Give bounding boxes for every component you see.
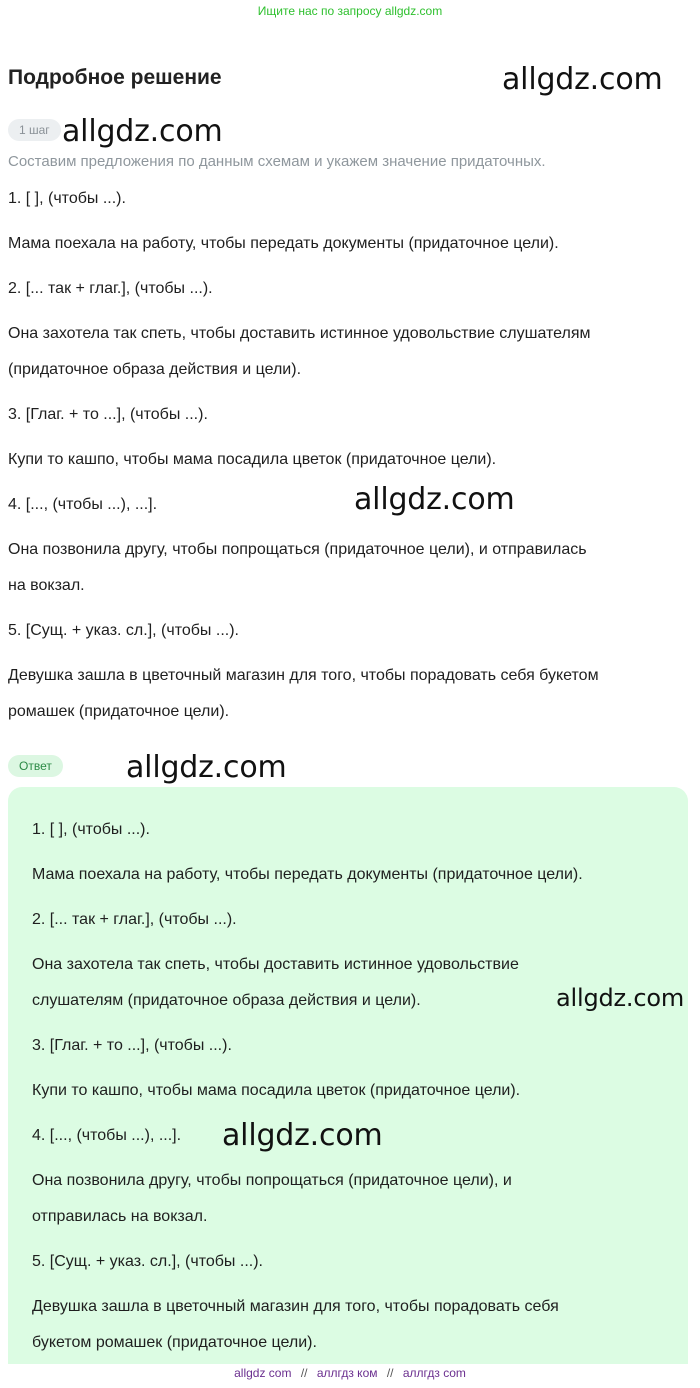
watermark: allgdz.com — [354, 482, 515, 517]
example-sentence: Мама поехала на работу, чтобы передать документы (придаточное цели). — [8, 235, 559, 252]
footer-link[interactable]: allgdz com — [234, 1366, 292, 1380]
watermark: allgdz.com — [62, 114, 223, 149]
step-intro: Составим предложения по данным схемам и укажем значение придаточных. — [8, 153, 546, 170]
answer-sentence-cont: букетом ромашек (придаточное цели). — [32, 1334, 317, 1351]
footer-link[interactable]: аллгдз ком — [316, 1366, 378, 1380]
answer-scheme-line: 3. [Глаг. + то ...], (чтобы ...). — [32, 1037, 232, 1054]
example-sentence-cont: ромашек (придаточное цели). — [8, 703, 230, 720]
answer-sentence: Она захотела так спеть, чтобы доставить истинное удовольствие — [32, 956, 519, 973]
footer-link[interactable]: аллгдз com — [402, 1366, 466, 1380]
answer-badge: Ответ — [8, 755, 63, 777]
answer-sentence: Она позвонила другу, чтобы попрощаться (придаточное цели), и — [32, 1172, 512, 1189]
example-sentence: Она позвонила другу, чтобы попрощаться (придаточное цели), и отправилась — [8, 541, 587, 558]
watermark: allgdz.com — [502, 62, 663, 97]
watermark: allgdz.com — [556, 984, 684, 1012]
answer-sentence-cont: отправилась на вокзал. — [32, 1208, 208, 1225]
watermark: allgdz.com — [222, 1118, 383, 1153]
answer-sentence: Девушка зашла в цветочный магазин для того, чтобы порадовать себя — [32, 1298, 559, 1315]
footer-separator: // — [386, 1366, 394, 1380]
example-sentence: Она захотела так спеть, чтобы доставить истинное удовольствие слушателям — [8, 325, 591, 342]
scheme-line: 2. [... так + глаг.], (чтобы ...). — [8, 280, 213, 297]
scheme-line: 5. [Сущ. + указ. сл.], (чтобы ...). — [8, 622, 239, 639]
section-title: Подробное решение — [8, 66, 222, 89]
answer-sentence-cont: слушателям (придаточное образа действия и цели). — [32, 992, 421, 1009]
footer-links — [0, 1366, 700, 1380]
answer-scheme-line: 5. [Сущ. + указ. сл.], (чтобы ...). — [32, 1253, 263, 1270]
example-sentence: Купи то кашпо, чтобы мама посадила цветок (придаточное цели). — [8, 451, 497, 468]
example-sentence-cont: на вокзал. — [8, 577, 85, 594]
watermark: allgdz.com — [126, 750, 287, 785]
answer-sentence: Мама поехала на работу, чтобы передать документы (придаточное цели). — [32, 866, 583, 883]
answer-scheme-line: 2. [... так + глаг.], (чтобы ...). — [32, 911, 237, 928]
scheme-line: 4. [..., (чтобы ...), ...]. — [8, 496, 158, 513]
answer-scheme-line: 1. [ ], (чтобы ...). — [32, 821, 150, 838]
step-badge: 1 шаг — [8, 119, 61, 141]
search-banner: Ищите нас по запросу allgdz.com — [257, 4, 443, 18]
answer-scheme-line: 4. [..., (чтобы ...), ...]. — [32, 1127, 182, 1144]
example-sentence: Девушка зашла в цветочный магазин для того, чтобы порадовать себя букетом — [8, 667, 599, 684]
scheme-line: 1. [ ], (чтобы ...). — [8, 190, 126, 207]
example-sentence-cont: (придаточное образа действия и цели). — [8, 361, 302, 378]
footer-separator: // — [300, 1366, 308, 1380]
answer-sentence: Купи то кашпо, чтобы мама посадила цветок (придаточное цели). — [32, 1082, 521, 1099]
scheme-line: 3. [Глаг. + то ...], (чтобы ...). — [8, 406, 208, 423]
